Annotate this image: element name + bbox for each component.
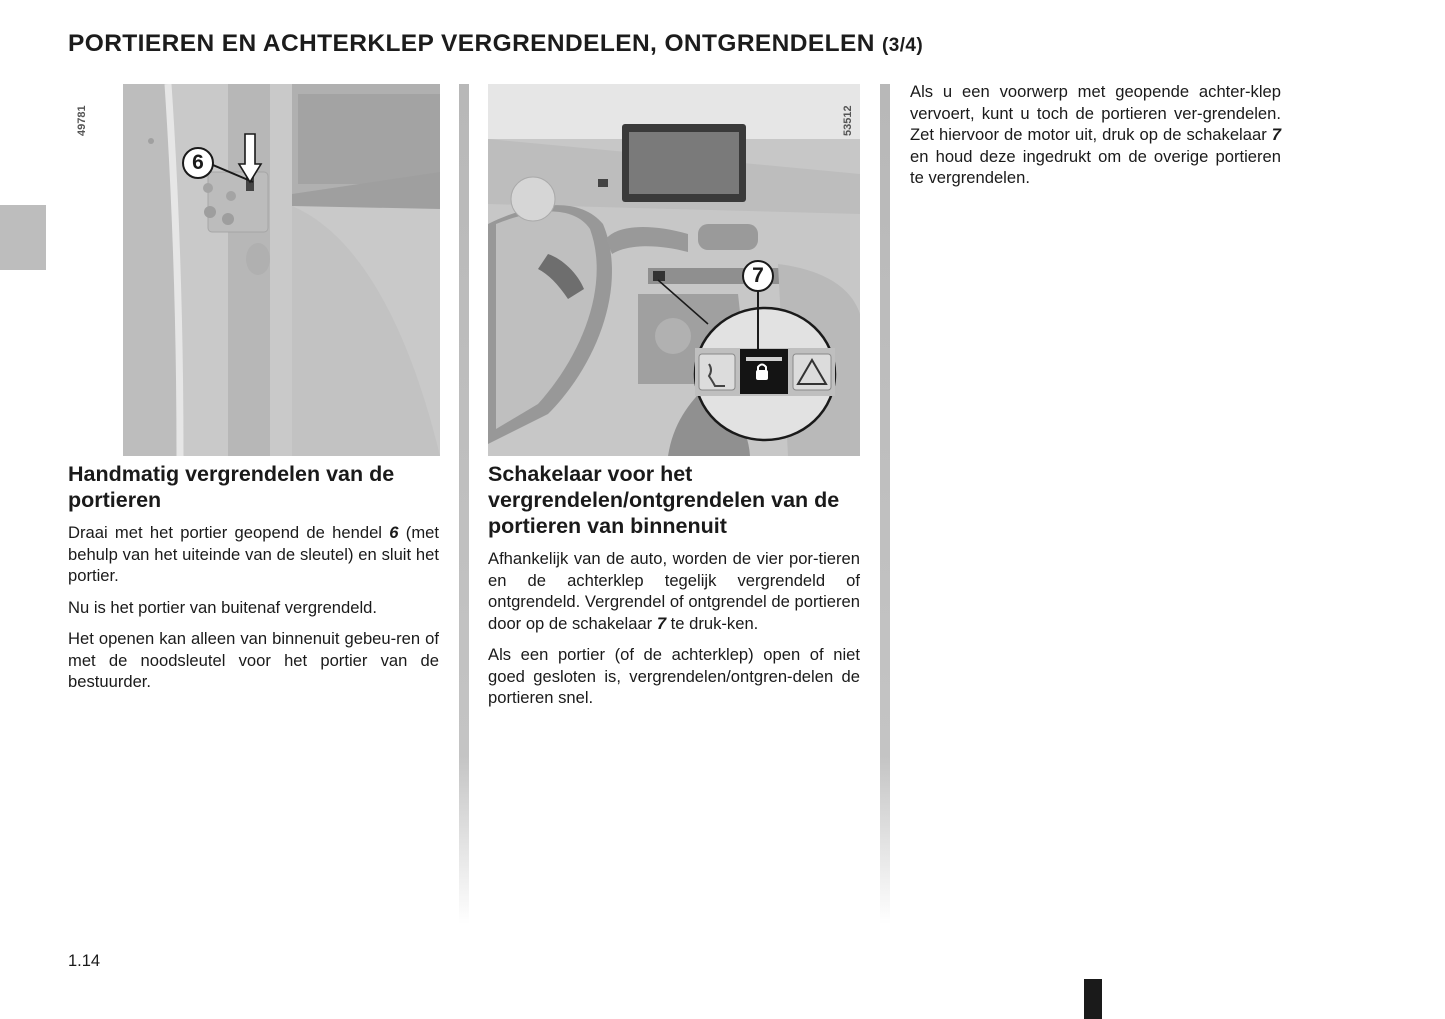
column-lock-switch bbox=[488, 461, 860, 719]
paragraph: Het openen kan alleen van binnenuit gebeu-ren of met de noodsleutel voor het portier van de bestuurder. bbox=[68, 629, 439, 691]
reference-number: 6 bbox=[389, 523, 399, 542]
chapter-tab-marker bbox=[0, 205, 46, 270]
paragraph: Als u een voorwerp met geopende achter-klep vervoert, kunt u toch de portieren ver-grendelen. Zet hiervoor de motor uit, druk op de schakelaar 7 en houd deze ingedrukt om de overige portieren te vergrendelen. bbox=[910, 82, 1281, 187]
section-heading: Handmatig vergrendelen van de portieren bbox=[68, 462, 395, 512]
page-title-part: (3/4) bbox=[882, 35, 924, 56]
column-manual-locking bbox=[68, 461, 439, 703]
door-lock-figure bbox=[68, 84, 440, 456]
column-separator-1 bbox=[459, 84, 469, 924]
figure-number: 49781 bbox=[76, 105, 88, 136]
page-number: 1.14 bbox=[68, 952, 101, 970]
seat-heat-icon bbox=[699, 354, 735, 390]
callout-6-label: 6 bbox=[192, 151, 204, 174]
dashboard-figure bbox=[488, 84, 860, 456]
column-separator-2 bbox=[880, 84, 890, 924]
callout-7-label: 7 bbox=[752, 264, 764, 287]
reference-number: 7 bbox=[1271, 125, 1281, 144]
page-title bbox=[68, 30, 923, 58]
paragraph: Draai met het portier geopend de hendel 6 (met behulp van het uiteinde van de sleutel) en sluit het portier. bbox=[68, 523, 439, 585]
figure-number: 53512 bbox=[842, 105, 854, 136]
page-title-main: PORTIEREN EN ACHTERKLEP VERGRENDELEN, ONTGRENDELEN bbox=[68, 30, 875, 57]
column-tailgate-note bbox=[910, 81, 1281, 199]
reference-number: 7 bbox=[656, 613, 667, 633]
paragraph: Afhankelijk van de auto, worden de vier por-tieren en de achterklep tegelijk vergrendeld of ontgrendeld. Vergrendel of ontgrendel de portieren door op de schakelaar 7 te druk-ken. bbox=[488, 549, 860, 633]
paragraph: Nu is het portier van buitenaf vergrendeld. bbox=[68, 597, 378, 617]
paragraph: Als een portier (of de achterklep) open of niet goed gesloten is, vergrendelen/ontgren-delen de portieren snel. bbox=[488, 645, 860, 707]
page-edge-marker bbox=[1084, 979, 1102, 1019]
down-arrow-icon bbox=[213, 130, 273, 190]
section-heading: Schakelaar voor het vergrendelen/ontgrendelen van de portieren van binnenuit bbox=[488, 462, 840, 538]
